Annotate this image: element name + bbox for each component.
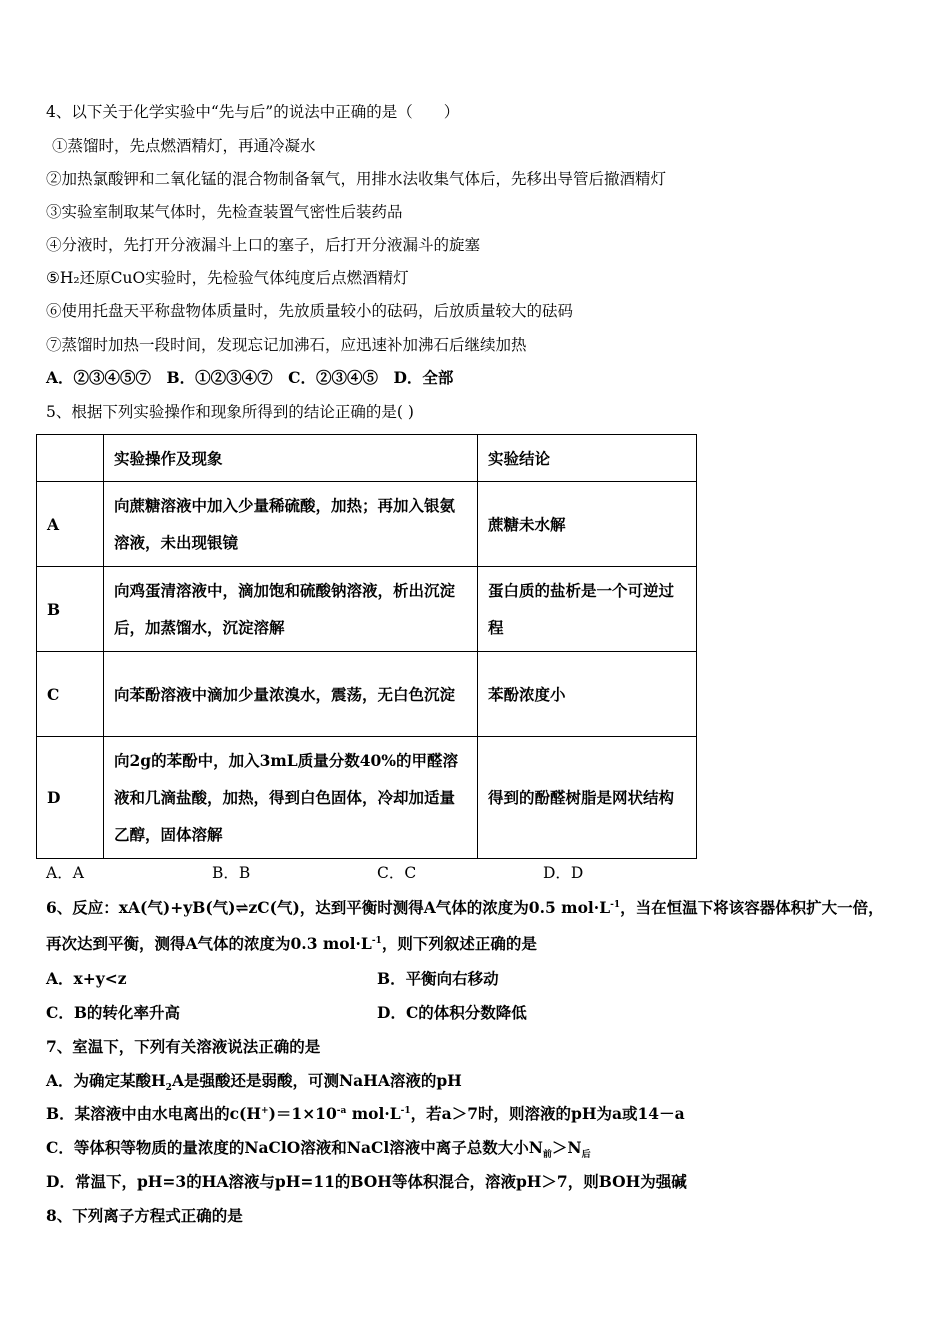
table-row <box>37 652 697 737</box>
q6-superscript: -1 <box>610 899 621 910</box>
q4-item-5: ⑤H₂还原CuO实验时，先检验气体纯度后点燃酒精灯 <box>46 269 409 287</box>
q7-option-a-text: A．为确定某酸H <box>46 1071 166 1090</box>
row-conclusion: 得到的酚醛树脂是网状结构 <box>478 737 697 859</box>
table-row <box>37 737 697 859</box>
row-label: C <box>37 652 104 737</box>
table-header-cell: 实验结论 <box>478 435 697 482</box>
q7-superscript: -a <box>336 1105 347 1116</box>
table-header-row <box>37 435 697 482</box>
q7-stem: 7、室温下，下列有关溶液说法正确的是 <box>46 1037 321 1056</box>
table-header-cell: 实验操作及现象 <box>104 435 478 482</box>
q7-option-a <box>46 1071 462 1094</box>
q4-item-4: ④分液时，先打开分液漏斗上口的塞子，后打开分液漏斗的旋塞 <box>46 236 481 254</box>
row-label: D <box>37 737 104 859</box>
q7-superscript: -1 <box>400 1105 411 1116</box>
q4-options: A．②③④⑤⑦ B．①②③④⑦ C．②③④⑤ D．全部 <box>46 368 454 387</box>
q4-stem: 4、以下关于化学实验中“先与后”的说法中正确的是（ ） <box>46 103 460 121</box>
q7-option-a-text: A是强酸还是弱酸，可测NaHA溶液的pH <box>171 1071 462 1090</box>
row-conclusion: 苯酚浓度小 <box>478 652 697 737</box>
q6-option-d: D．C的体积分数降低 <box>377 1003 527 1022</box>
q5-table <box>36 434 697 859</box>
q5-stem: 5、根据下列实验操作和现象所得到的结论正确的是( ) <box>46 403 414 421</box>
q5-option-a: A．A <box>46 864 84 882</box>
q4-item-1: ①蒸馏时，先点燃酒精灯，再通冷凝水 <box>52 137 316 155</box>
q6-stem-text: 6、反应：xA(气)+yB(气)⇌zC(气)，达到平衡时测得A气体的浓度为0.5 mol·L <box>46 898 611 917</box>
q8-stem: 8、下列离子方程式正确的是 <box>46 1206 243 1225</box>
q6-option-b: B．平衡向右移动 <box>377 969 499 988</box>
q7-option-b-text: B．某溶液中由水电离出的c(H <box>46 1104 262 1123</box>
row-label: A <box>37 482 104 567</box>
q6-stem-text: 再次达到平衡，测得A气体的浓度为0.3 mol·L <box>46 934 372 953</box>
q7-superscript: + <box>261 1105 269 1116</box>
q6-stem-line-1 <box>46 898 884 918</box>
q7-option-c-text: C．等体积等物质的量浓度的NaClO溶液和NaCl溶液中离子总数大小N <box>46 1138 543 1157</box>
q6-superscript: -1 <box>371 935 382 946</box>
q6-stem-text: ，则下列叙述正确的是 <box>381 934 537 953</box>
q7-option-b-text: mol·L <box>346 1104 401 1123</box>
row-operation: 向苯酚溶液中滴加少量浓溴水，震荡，无白色沉淀 <box>104 652 478 737</box>
row-operation: 向2g的苯酚中，加入3mL质量分数40%的甲醛溶液和几滴盐酸，加热，得到白色固体，冷却加适量乙醇，固体溶解 <box>104 737 478 859</box>
table-header-cell <box>37 435 104 482</box>
q7-subscript: 2 <box>165 1083 172 1094</box>
q5-option-b: B．B <box>212 864 251 882</box>
q7-option-b <box>46 1104 685 1124</box>
q4-item-6: ⑥使用托盘天平称盘物体质量时，先放质量较小的砝码，后放质量较大的砝码 <box>46 302 574 320</box>
row-operation: 向鸡蛋清溶液中，滴加饱和硫酸钠溶液，析出沉淀后，加蒸馏水，沉淀溶解 <box>104 567 478 652</box>
q4-item-2: ②加热氯酸钾和二氧化锰的混合物制备氧气，用排水法收集气体后，先移出导管后撤酒精灯 <box>46 170 667 188</box>
q4-item-7: ⑦蒸馏时加热一段时间，发现忘记加沸石，应迅速补加沸石后继续加热 <box>46 336 527 354</box>
q6-option-a: A．x+y<z <box>46 969 127 988</box>
q7-option-d: D．常温下，pH=3的HA溶液与pH=11的BOH等体积混合，溶液pH＞7，则BOH为强碱 <box>46 1172 687 1191</box>
q6-option-c: C．B的转化率升高 <box>46 1003 180 1022</box>
q4-item-3: ③实验室制取某气体时，先检查装置气密性后装药品 <box>46 203 403 221</box>
row-conclusion: 蛋白质的盐析是一个可逆过程 <box>478 567 697 652</box>
q5-option-d: D．D <box>543 864 584 882</box>
q7-option-c-text: ＞N <box>551 1138 582 1157</box>
q7-subscript: 前 <box>542 1150 552 1161</box>
q7-option-b-text: ，若a＞7时，则溶液的pH为a或14－a <box>410 1104 685 1123</box>
q7-option-b-text: )＝1×10 <box>268 1104 337 1123</box>
table-row <box>37 482 697 567</box>
row-operation: 向蔗糖溶液中加入少量稀硫酸，加热；再加入银氨溶液，未出现银镜 <box>104 482 478 567</box>
q5-option-c: C．C <box>377 864 417 882</box>
table-row <box>37 567 697 652</box>
q7-subscript: 后 <box>581 1150 591 1161</box>
row-conclusion: 蔗糖未水解 <box>478 482 697 567</box>
q6-stem-text: ，当在恒温下将该容器体积扩大一倍， <box>620 898 884 917</box>
q7-option-c <box>46 1138 591 1161</box>
q6-stem-line-2 <box>46 934 537 954</box>
row-label: B <box>37 567 104 652</box>
